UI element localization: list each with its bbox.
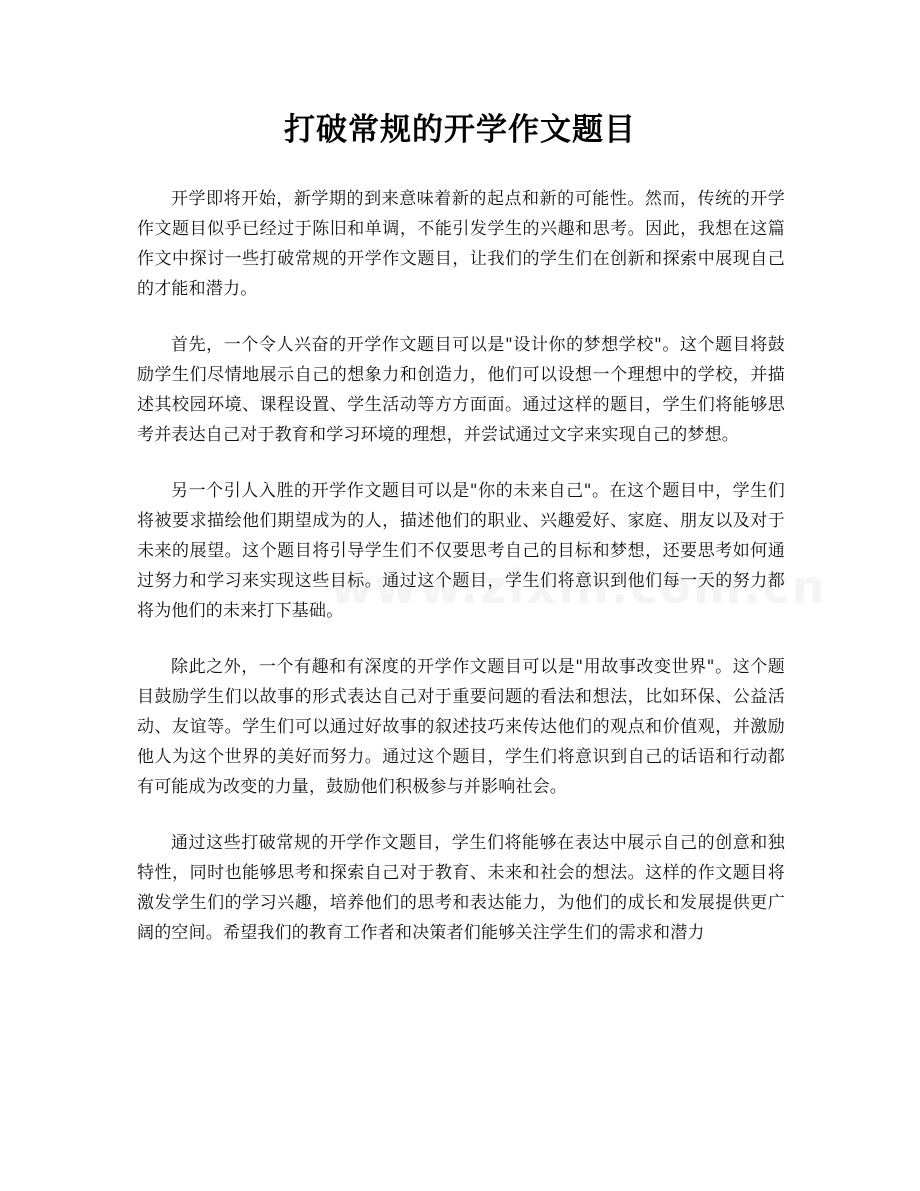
paragraph-2: 首先，一个令人兴奋的开学作文题目可以是"设计你的梦想学校"。这个题目将鼓励学生们尽情地展示自己的想象力和创造力，他们可以设想一个理想中的学校，并描述其校园环境、课程设置、学生活动等方方面面。通过这样的题目，学生们将能够思考并表达自己对于教育和学习环境的理想，并尝试通过文字来实现自己的梦想。 [137,335,785,445]
paragraph-1: 开学即将开始，新学期的到来意味着新的起点和新的可能性。然而，传统的开学作文题目似乎已经过于陈旧和单调，不能引发学生的兴趣和思考。因此，我想在这篇作文中探讨一些打破常规的开学作文题目，让我们的学生们在创新和探索中展现自己的才能和潜力。 [137,189,785,299]
paragraph-3: 另一个引人入胜的开学作文题目可以是"你的未来自己"。在这个题目中，学生们将被要求描绘他们期望成为的人，描述他们的职业、兴趣爱好、家庭、朋友以及对于未来的展望。这个题目将引导学生们不仅要思考自己的目标和梦想，还要思考如何通过努力和学习来实现这些目标。通过这个题目，学生们将意识到他们每一天的努力都将为他们的未来打下基础。 [137,481,785,621]
paragraph-5: 通过这些打破常规的开学作文题目，学生们将能够在表达中展示自己的创意和独特性，同时也能够思考和探索自己对于教育、未来和社会的想法。这样的作文题目将激发学生们的学习兴趣，培养他们的思考和表达能力，为他们的成长和发展提供更广阔的空间。希望我们的教育工作者和决策者们能够关注学生们的需求和潜力 [137,833,785,943]
document-body [137,184,785,974]
paragraph-4: 除此之外，一个有趣和有深度的开学作文题目可以是"用故事改变世界"。这个题目鼓励学生们以故事的形式表达自己对于重要问题的看法和想法，比如环保、公益活动、友谊等。学生们可以通过好故事的叙述技巧来传达他们的观点和价值观，并激励他人为这个世界的美好而努力。通过这个题目，学生们将意识到自己的话语和行动都有可能成为改变的力量，鼓励他们积极参与并影响社会。 [137,657,785,797]
document-title: 打破常规的开学作文题目 [284,112,636,148]
